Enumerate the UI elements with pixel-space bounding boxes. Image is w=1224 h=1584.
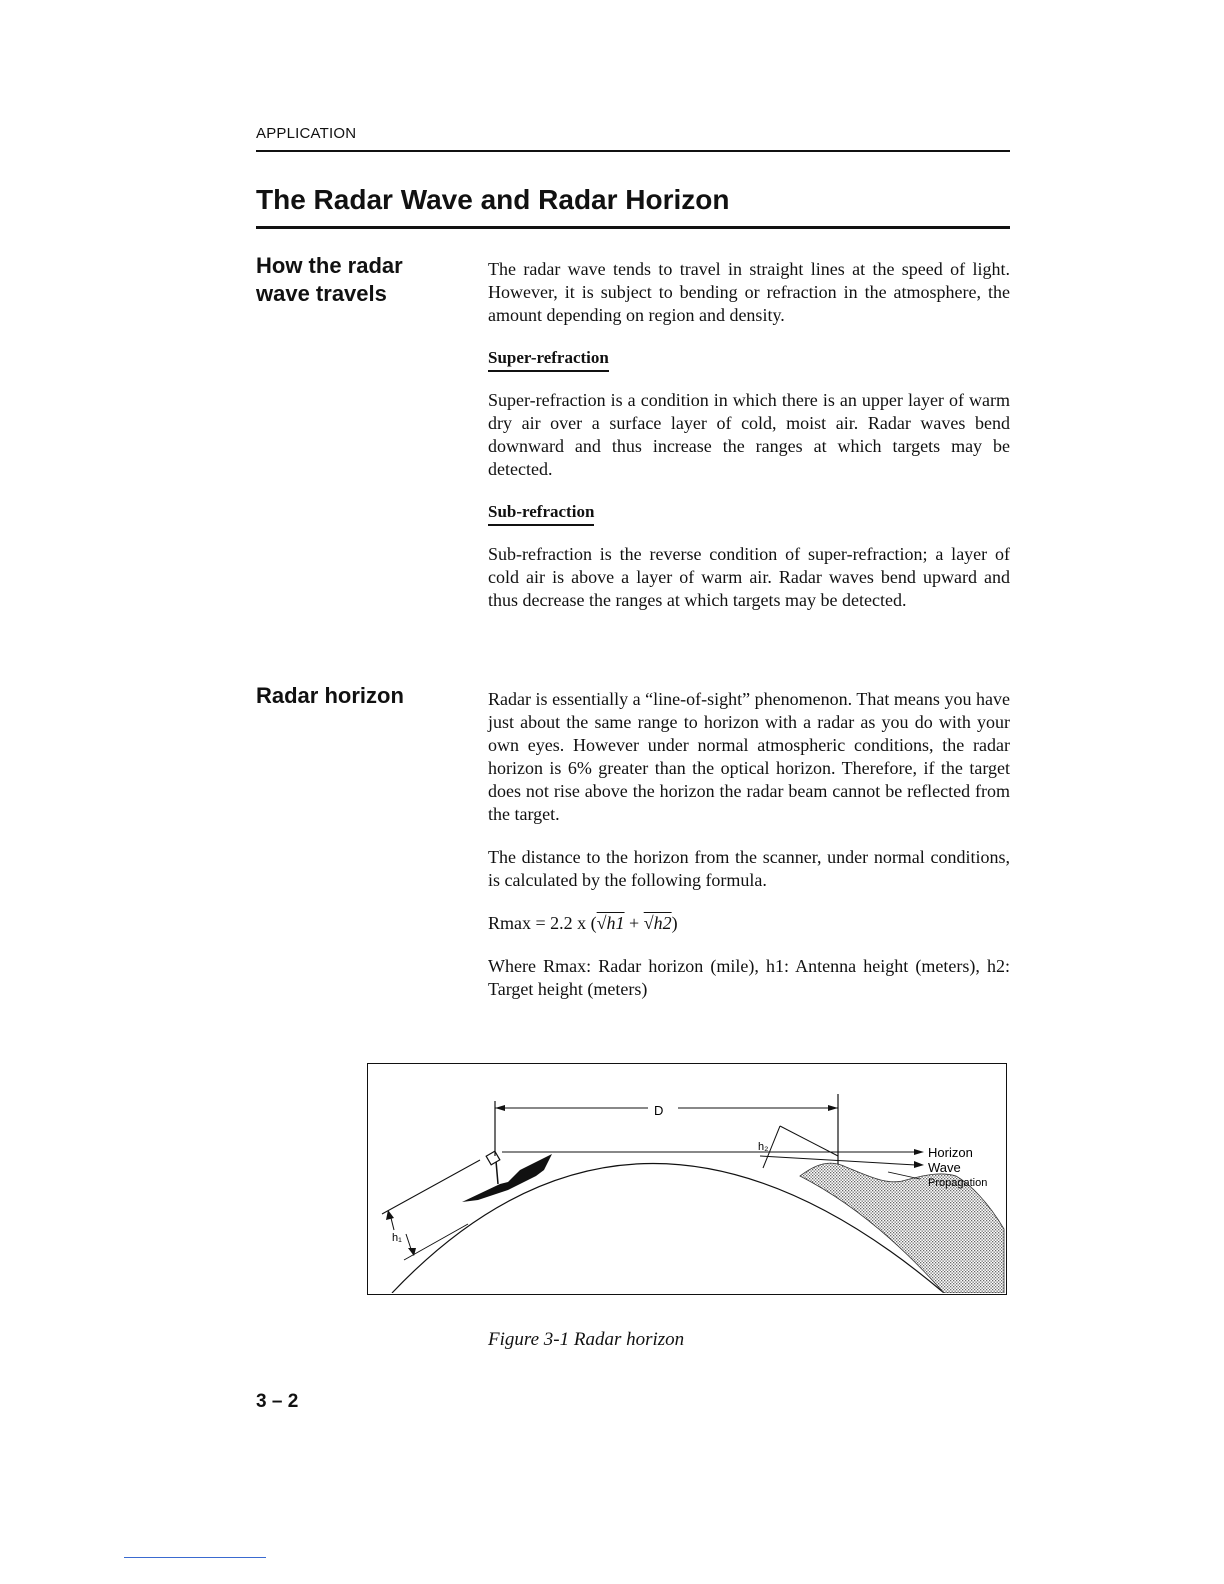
formula-legend-paragraph: Where Rmax: Radar horizon (mile), h1: Antenna height (meters), h2: Target height (meters) (488, 956, 1010, 999)
wave-label: Wave (928, 1160, 961, 1175)
formula-h2: √h2 (643, 913, 672, 933)
horizon-arrowhead (914, 1149, 924, 1155)
heading-radar-horizon: Radar horizon (256, 683, 404, 708)
radar-ship-icon (462, 1154, 552, 1202)
wave-arrowhead (914, 1161, 924, 1168)
page-number: 3 – 2 (256, 1391, 299, 1412)
formula-prefix: Rmax = 2.2 x ( (488, 913, 597, 933)
distance-arrowhead-right (828, 1105, 838, 1111)
distance-arrowhead-left (495, 1105, 505, 1111)
header-rule (256, 150, 1010, 152)
wave-travels-body (488, 258, 1010, 612)
radar-horizon-diagram (368, 1064, 1005, 1293)
sub-refraction-paragraph: Sub-refraction is the reverse condition of super-refraction; a layer of cold air is above a layer of warm air. Radar waves bend upward and thus decrease the ranges at which targets may be detected. (488, 544, 1010, 610)
sub-refraction-title: Sub-refraction (488, 502, 594, 526)
wave-intro-paragraph: The radar wave tends to travel in straight lines at the speed of light. However, it is subject to bending or refraction in the atmosphere, the amount depending on region and density. (488, 259, 1010, 325)
heading-how-radar-wave-travels (256, 252, 403, 308)
radar-horizon-figure (367, 1063, 1007, 1295)
antenna-mast (496, 1161, 498, 1184)
formula-suffix: ) (671, 913, 678, 933)
super-refraction-paragraph: Super-refraction is a condition in which there is an upper layer of warm dry air over a surface layer of cold, moist air. Radar waves bend downward and thus increase the ranges at which targets may be detected. (488, 390, 1010, 479)
super-refraction-title: Super-refraction (488, 348, 609, 372)
radar-horizon-body (488, 688, 1010, 1001)
figure-caption: Figure 3-1 Radar horizon (488, 1329, 685, 1350)
footer-rule (124, 1557, 266, 1558)
heading-line-2: wave travels (256, 281, 387, 306)
propagation-label: Propagation (928, 1177, 988, 1189)
antenna-height-label: h₁ (392, 1232, 402, 1244)
radar-scanner-icon (486, 1151, 500, 1165)
horizon-label: Horizon (928, 1145, 973, 1160)
formula-plus: + (624, 913, 644, 933)
section-header-label: APPLICATION (256, 125, 357, 142)
formula-h1: √h1 (596, 913, 625, 933)
radar-horizon-paragraph-1: Radar is essentially a “line-of-sight” phenomenon. That means you have just about the same range to horizon with a radar as you do with your own eyes. However under normal atmospheric conditions, the radar horizon is 6% greater than the optical horizon. Therefore, if the target does not rise above the horizon the radar beam cannot be reflected from the target. (488, 689, 1010, 824)
propagation-leader-line (888, 1172, 920, 1179)
distance-label-d: D (654, 1103, 664, 1118)
heading-line-1: How the radar (256, 253, 403, 278)
radar-horizon-paragraph-2: The distance to the horizon from the scanner, under normal conditions, is calculated by the following formula. (488, 847, 1010, 890)
page-title: The Radar Wave and Radar Horizon (256, 184, 730, 215)
antenna-height-extension (382, 1160, 480, 1214)
rmax-formula (488, 912, 1010, 935)
antenna-height-baseline (404, 1224, 468, 1260)
title-rule (256, 226, 1010, 229)
antenna-height-arrowhead-bottom (408, 1248, 416, 1256)
target-height-label: h₂ (758, 1141, 769, 1153)
